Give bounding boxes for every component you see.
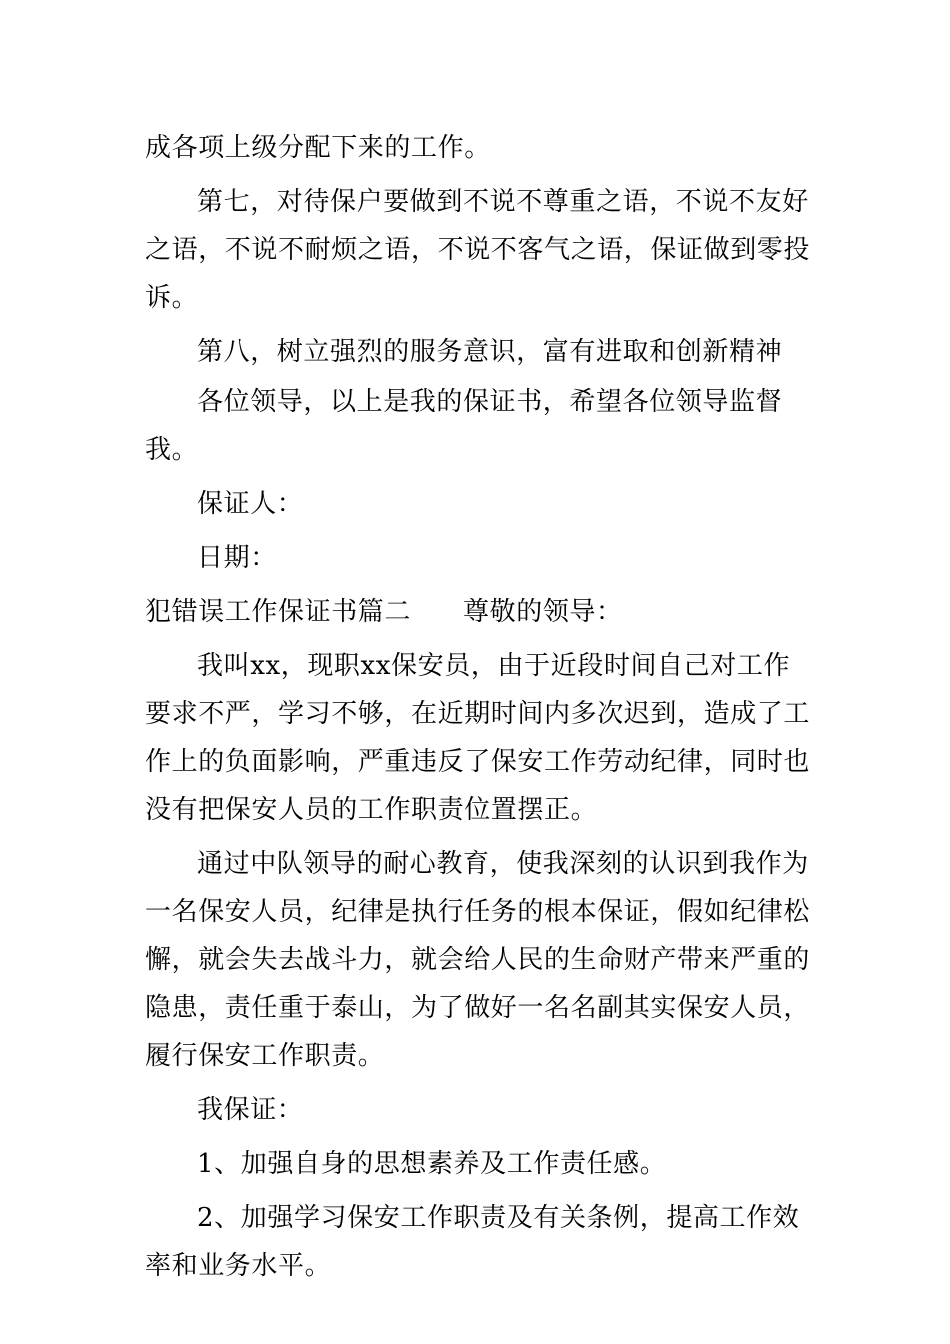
document-body [145, 124, 810, 1296]
guarantor-label: 保证人： [197, 489, 304, 519]
paragraph-reflection: 通过中队领导的耐心教育，使我深刻的认识到我作为一名保安人员，纪律是执行任务的根本保证，假如纪律松懈，就会失去战斗力，就会给人民的生命财产带来严重的隐患，责任重于泰山，为了做好一名名副其实保安人员，履行保安工作职责。 [145, 849, 811, 1071]
paragraph-seventh: 第七，对待保户要做到不说不尊重之语，不说不友好之语，不说不耐烦之语，不说不客气之语，保证做到零投诉。 [145, 187, 811, 313]
pledge-item-2: 2、加强学习保安工作职责及有关条例，提高工作效率和业务水平。 [145, 1203, 800, 1281]
paragraph-continuation: 成各项上级分配下来的工作。 [145, 133, 491, 163]
section-heading [145, 588, 810, 636]
paragraph-eighth: 第八，树立强烈的服务意识，富有进取和创新精神 [197, 337, 783, 367]
paragraph-closing: 各位领导，以上是我的保证书，希望各位领导监督我。 [145, 387, 783, 465]
pledge-label: 我保证： [197, 1095, 304, 1125]
pledge-item-1: 1、加强自身的思想素养及工作责任感。 [197, 1149, 667, 1179]
paragraph-introduction: 我叫xx，现职xx保安员，由于近段时间自己对工作要求不严，学习不够，在近期时间内多次迟到，造成了工作上的负面影响，严重违反了保安工作劳动纪律，同时也没有把保安人员的工作职责位置摆正。 [145, 651, 811, 825]
date-label: 日期： [197, 543, 277, 573]
section-salutation: 尊敬的领导： [463, 597, 623, 627]
section-title: 犯错误工作保证书篇二 [145, 597, 412, 627]
